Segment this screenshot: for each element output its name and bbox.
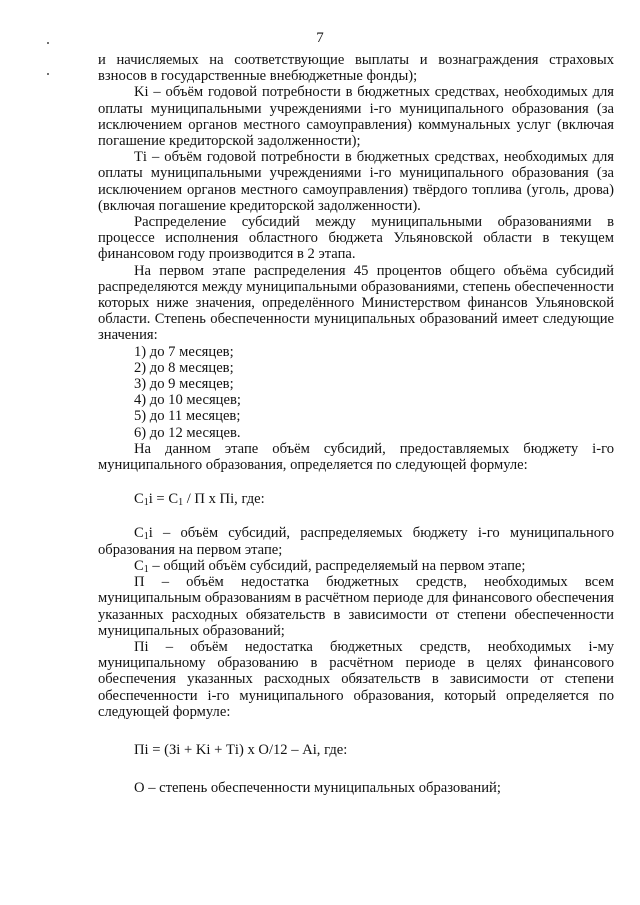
list-item: 2) до 8 месяцев; <box>134 359 234 376</box>
definition-c1i: $C_1i$ – объём субсидий, распределяемых бюджету i-го муниципального образования на первом этапе; <box>98 525 614 558</box>
formula-pi: Пi = (Зi + Ki + Тi) x О/12 – Аi, где: <box>134 741 348 758</box>
scan-speck <box>47 73 49 75</box>
page-number: 7 <box>316 30 324 46</box>
paragraph: и начисляемых на соответствующие выплаты и вознаграждения страховых взносов в государственные внебюджетные фонды); <box>98 52 614 85</box>
definition-pi: Пi – объём недостатка бюджетных средств, необходимых i-му муниципальному образованию в расчётном периоде в целях финансового обеспечения указанных расходных обязательств в зависимости от степени обеспеченности i-го муниципального образования, который определяется по следующей формуле: <box>98 638 614 720</box>
definition-p: П – объём недостатка бюджетных средств, необходимых всем муниципальным образованиям в расчётном периоде для финансового обеспечения указанных расходных обязательств в зависимости от степени обеспеченности муниципальных образований; <box>98 574 614 639</box>
list-item: 3) до 9 месяцев; <box>134 376 234 393</box>
definition-o: О – степень обеспеченности муниципальных образований; <box>134 780 501 797</box>
paragraph: Тi – объём годовой потребности в бюджетных средствах, необходимых для оплаты муниципальными учреждениями i-го муниципального образования (за исключением органов местного самоуправления) твёрдого топлива (уголь, дрова) (включая погашение кредиторской задолженности). <box>98 149 614 214</box>
body-text <box>98 52 614 796</box>
paragraph: На первом этапе распределения 45 процентов общего объёма субсидий распределяются между муниципальными образованиями, степень обеспеченности которых ниже значения, определённого Министерством финансов Ульяновской области. Степень обеспеченности муниципальных образований имеет следующие значения: <box>98 262 614 344</box>
formula-c1i: $C_1i = C_1 / П$ x Пi, где: <box>134 491 265 509</box>
paragraph: На данном этапе объём субсидий, предоставляемых бюджету i-го муниципального образования, определяется по следующей формуле: <box>98 440 614 474</box>
list-item: 6) до 12 месяцев. <box>134 424 241 441</box>
definition-c1: $C_1$ – общий объём субсидий, распределяемый на первом этапе; <box>134 557 526 575</box>
list-item: 1) до 7 месяцев; <box>134 343 234 360</box>
provision-levels-list <box>98 344 614 441</box>
paragraph: Распределение субсидий между муниципальными образованиями в процессе исполнения областного бюджета Ульяновской области в текущем финансовом году производится в 2 этапа. <box>98 214 614 263</box>
list-item: 4) до 10 месяцев; <box>134 392 241 409</box>
list-item: 5) до 11 месяцев; <box>134 408 241 425</box>
paragraph: Ki – объём годовой потребности в бюджетных средствах, необходимых для оплаты муниципальными учреждениями i-го муниципального образования (за исключением органов местного самоуправления) коммунальных услуг (включая погашение кредиторской задолженности); <box>98 84 614 150</box>
